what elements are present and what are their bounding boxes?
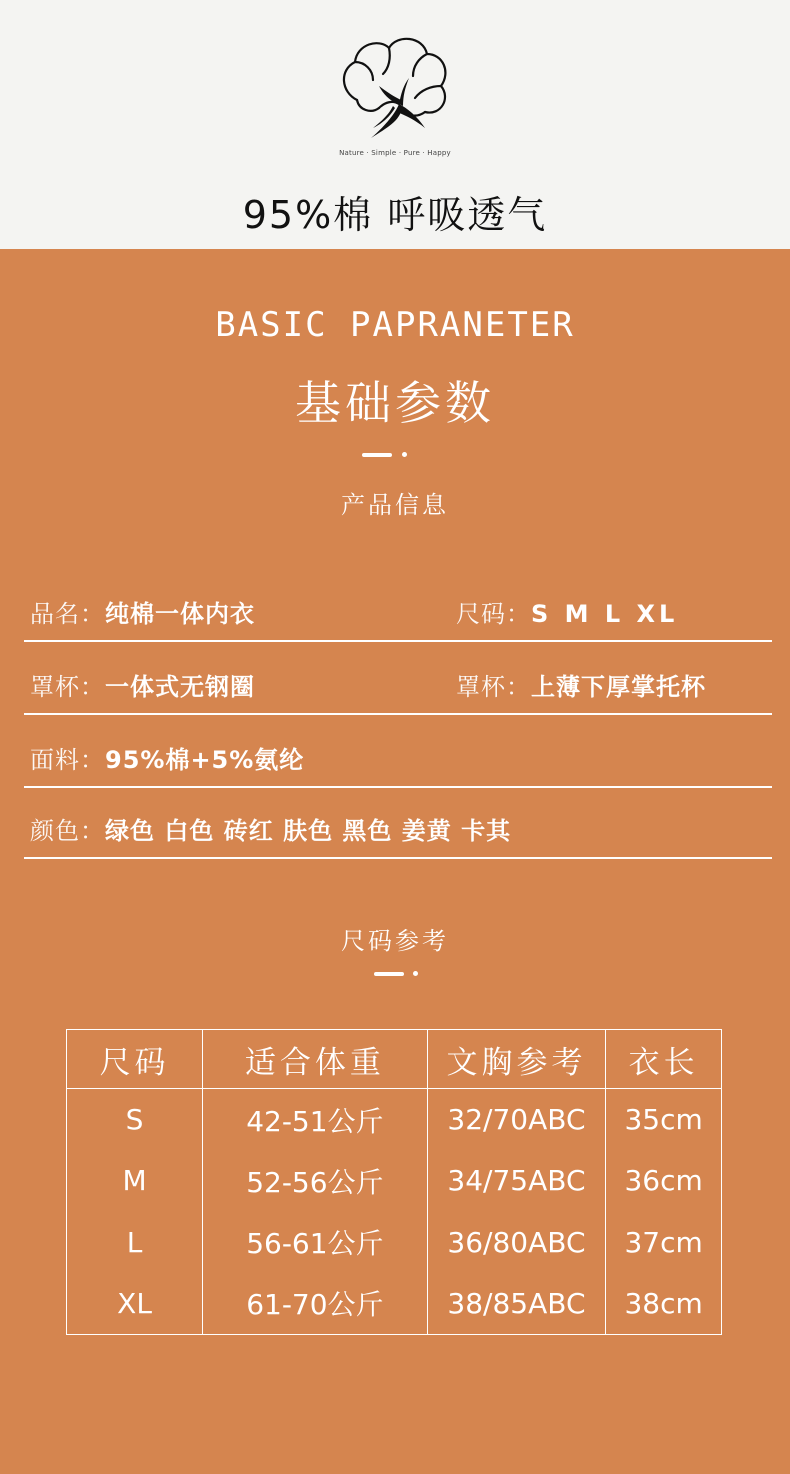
info-key: 尺码： <box>456 600 531 628</box>
table-cell: 32/70ABC <box>427 1089 606 1151</box>
divider-dot <box>402 452 407 457</box>
info-row <box>24 789 772 859</box>
info-key: 颜色： <box>30 817 105 845</box>
table-cell: 35cm <box>606 1089 722 1151</box>
table-cell: 36/80ABC <box>427 1211 606 1272</box>
table-header-cell: 文胸参考 <box>427 1030 606 1089</box>
info-row <box>24 572 772 642</box>
divider-bar <box>374 972 404 976</box>
cotton-flower-icon <box>335 28 455 148</box>
table-cell: M <box>67 1150 203 1211</box>
table-row <box>67 1150 722 1211</box>
info-value: S M L XL <box>531 600 679 628</box>
table-row <box>67 1273 722 1335</box>
info-value: 95%棉+5%氨纶 <box>105 746 305 774</box>
table-cell: 34/75ABC <box>427 1150 606 1211</box>
info-key: 面料： <box>30 746 105 774</box>
info-key: 罩杯： <box>30 673 105 701</box>
info-row <box>24 718 772 788</box>
info-row <box>24 645 772 715</box>
table-cell: 38cm <box>606 1273 722 1335</box>
table-header-row <box>67 1030 722 1089</box>
table-cell: 37cm <box>606 1211 722 1272</box>
table-header-cell: 衣长 <box>606 1030 722 1089</box>
divider-dot <box>413 971 418 976</box>
info-key: 品名： <box>30 600 105 628</box>
info-key: 罩杯： <box>456 673 531 701</box>
table-header-cell: 尺码 <box>67 1030 203 1089</box>
table-row <box>67 1089 722 1151</box>
table-cell: 52-56公斤 <box>203 1150 427 1211</box>
product-info-label: 产品信息 <box>341 491 449 519</box>
info-value: 纯棉一体内衣 <box>105 600 255 628</box>
table-cell: 56-61公斤 <box>203 1211 427 1272</box>
brand-header <box>0 0 790 249</box>
table-cell: L <box>67 1211 203 1272</box>
page-headline: 95%棉 呼吸透气 <box>242 193 548 237</box>
table-cell: S <box>67 1089 203 1151</box>
brand-tagline: Nature · Simple · Pure · Happy <box>339 149 451 157</box>
info-value: 一体式无钢圈 <box>105 673 255 701</box>
table-cell: 42-51公斤 <box>203 1089 427 1151</box>
info-value: 绿色 白色 砖红 肤色 黑色 姜黄 卡其 <box>105 817 512 845</box>
size-chart-label: 尺码参考 <box>341 927 449 955</box>
spec-panel <box>0 249 790 1474</box>
info-value: 上薄下厚掌托杯 <box>531 673 706 701</box>
size-chart-table <box>66 1029 722 1335</box>
table-cell: 38/85ABC <box>427 1273 606 1335</box>
table-cell: XL <box>67 1273 203 1335</box>
section-title-en: BASIC PAPRANETER <box>215 305 575 345</box>
table-header-cell: 适合体重 <box>203 1030 427 1089</box>
table-row <box>67 1211 722 1272</box>
table-cell: 36cm <box>606 1150 722 1211</box>
table-cell: 61-70公斤 <box>203 1273 427 1335</box>
divider-bar <box>362 453 392 457</box>
section-title-cn: 基础参数 <box>295 376 495 430</box>
